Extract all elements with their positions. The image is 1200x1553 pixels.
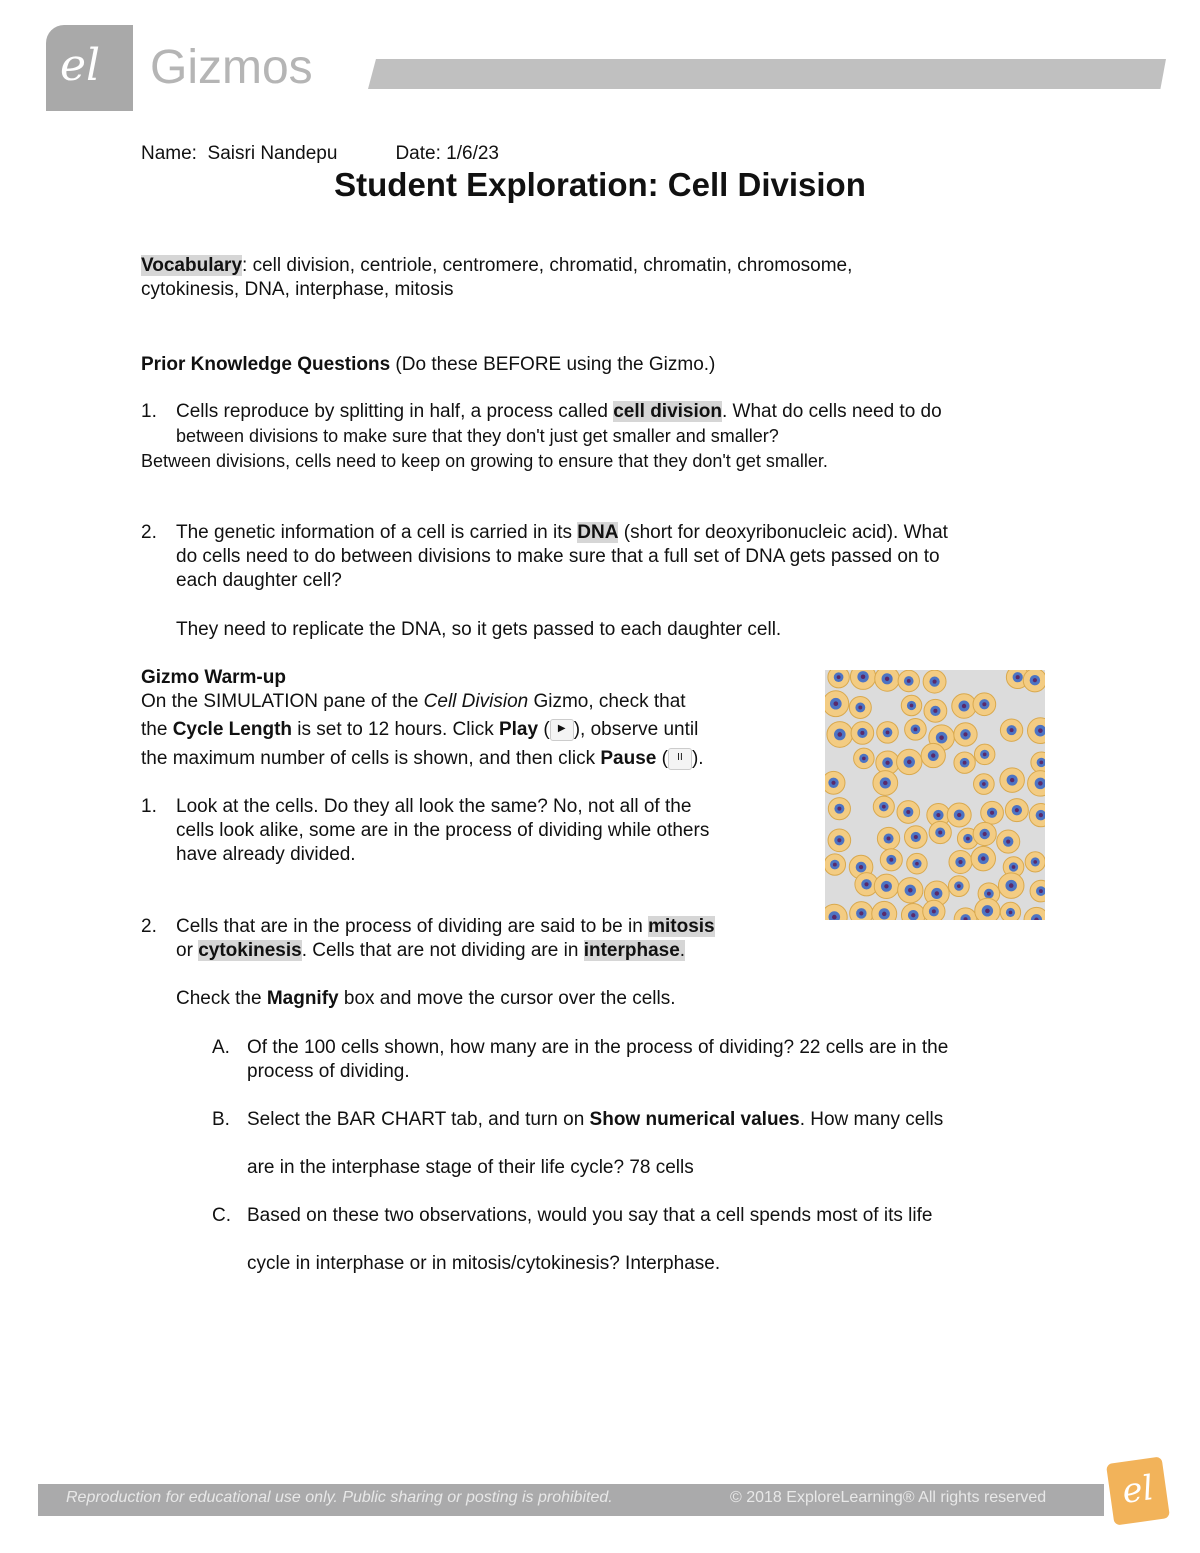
cell: [1000, 902, 1020, 920]
cell: [981, 801, 1004, 824]
question-c-line2: cycle in interphase or in mitosis/cytokinesis? Interphase.: [247, 1253, 721, 1274]
cell: [952, 694, 977, 719]
prior-q1-line2: between divisions to make sure that they don't just get smaller and smaller?: [176, 426, 779, 446]
cell: [825, 904, 847, 920]
warmup-line1: On the SIMULATION pane of the Cell Division Gizmo, check that: [141, 691, 686, 712]
cell: [907, 853, 928, 874]
cell: [1031, 752, 1045, 773]
pause-icon: II: [668, 748, 692, 770]
prior-q1-answer: Between divisions, cells need to keep on growing to ensure that they don't get smaller.: [141, 451, 828, 471]
cell: [873, 771, 898, 796]
cell: [873, 796, 894, 817]
q-number: 2.: [141, 916, 157, 937]
cell: [1028, 771, 1045, 797]
magnify-instruction: Check the Magnify box and move the cursor over the cells.: [176, 988, 676, 1009]
q-number: 1.: [141, 401, 157, 422]
q-number: 1.: [141, 796, 157, 817]
cell: [921, 743, 945, 767]
warmup-q1: Look at the cells. Do they all look the same? No, not all of the: [176, 796, 692, 817]
cell: [971, 846, 995, 870]
cell: [1028, 718, 1045, 744]
cell: [877, 827, 899, 849]
cell: [974, 744, 994, 764]
warmup-heading: Gizmo Warm-up: [141, 667, 286, 688]
vocabulary-line: Vocabulary: cell division, centriole, centromere, chromatid, chromatin, chromosome,: [141, 255, 853, 276]
cell: [825, 771, 845, 794]
cell: [898, 878, 923, 903]
question-a-line2: process of dividing.: [247, 1061, 410, 1082]
header-bar: [368, 59, 1166, 89]
cell: [1023, 670, 1045, 692]
cell: [974, 774, 995, 795]
student-info: Name: Saisri Nandepu Date: 1/6/23: [141, 143, 499, 164]
page-title: Student Exploration: Cell Division: [334, 166, 866, 203]
cell: [901, 903, 925, 920]
prior-q2: The genetic information of a cell is carried in its DNA (short for deoxyribonucleic acid). What: [176, 522, 948, 543]
cell: [973, 822, 996, 845]
cell: [875, 670, 900, 691]
cell: [877, 722, 899, 744]
cell: [850, 670, 875, 689]
cell: [851, 722, 874, 745]
warmup-q1-line3: have already divided.: [176, 844, 356, 865]
prior-q1: Cells reproduce by splitting in half, a process called cell division. What do cells need to do: [176, 401, 942, 422]
cell: [827, 722, 853, 748]
cell: [973, 693, 996, 716]
cell-simulation-image: [825, 670, 1045, 920]
footer-logo: el: [1106, 1456, 1170, 1525]
cell: [924, 699, 947, 722]
cell: [825, 854, 846, 875]
prior-q2-line2: do cells need to do between divisions to make sure that a full set of DNA gets passed on to: [176, 546, 940, 567]
cell: [828, 798, 850, 820]
cell: [1029, 804, 1045, 827]
cell: [905, 719, 927, 741]
cell: [828, 829, 851, 852]
vocabulary-line-2: cytokinesis, DNA, interphase, mitosis: [141, 279, 454, 300]
footer-copyright: © 2018 ExploreLearning® All rights reserved: [730, 1489, 1047, 1506]
cell: [923, 900, 945, 920]
cell: [897, 801, 920, 824]
prior-q2-line3: each daughter cell?: [176, 570, 342, 591]
cell: [898, 670, 919, 691]
question-b: Select the BAR CHART tab, and turn on Show numerical values. How many cells: [247, 1109, 944, 1130]
cell: [1024, 907, 1045, 920]
warmup-line2: the Cycle Length is set to 12 hours. Click Play ( ▶ ), observe until: [141, 719, 699, 740]
warmup-line3: the maximum number of cells is shown, and then click Pause ( II ).: [141, 748, 704, 769]
q-number: 2.: [141, 522, 157, 543]
sub-letter: A.: [212, 1037, 230, 1058]
play-icon: ▶: [550, 719, 574, 741]
cell: [850, 902, 873, 920]
cell: [997, 830, 1020, 853]
cell: [998, 873, 1024, 899]
logo-text: el: [60, 40, 101, 91]
warmup-q2-line2: or cytokinesis. Cells that are not dividing are in interphase.: [176, 940, 686, 961]
cell: [947, 803, 971, 827]
question-a: Of the 100 cells shown, how many are in the process of dividing? 22 cells are in the: [247, 1037, 949, 1058]
cell: [880, 849, 902, 871]
footer-notice: Reproduction for educational use only. Public sharing or posting is prohibited.: [66, 1489, 613, 1506]
cell: [1005, 799, 1028, 822]
cell: [849, 696, 871, 718]
brand-name: Gizmos: [150, 41, 313, 94]
sub-letter: C.: [212, 1205, 231, 1226]
cell: [1000, 768, 1025, 793]
cell: [901, 695, 921, 715]
cell: [904, 826, 927, 849]
cell: [1025, 852, 1045, 872]
cell: [929, 821, 951, 843]
warmup-q2: Cells that are in the process of dividing are said to be in mitosis: [176, 916, 715, 937]
cell: [948, 876, 969, 897]
cell: [1000, 719, 1022, 741]
date: 1/6/23: [446, 143, 499, 164]
cell: [949, 850, 972, 873]
question-b-line2: are in the interphase stage of their life cycle? 78 cells: [247, 1157, 694, 1178]
cell: [954, 908, 977, 920]
cell: [954, 723, 977, 746]
cell: [825, 691, 849, 717]
cell: [897, 749, 922, 774]
cell: [954, 752, 975, 773]
cell: [1030, 880, 1045, 902]
cell: [854, 748, 875, 769]
cell: [923, 670, 946, 693]
cell: [975, 898, 1000, 920]
prior-q2-answer: They need to replicate the DNA, so it gets passed to each daughter cell.: [176, 619, 782, 640]
cell: [872, 901, 897, 920]
sub-letter: B.: [212, 1109, 230, 1130]
student-name: Saisri Nandepu: [207, 143, 338, 164]
question-c: Based on these two observations, would you say that a cell spends most of its life: [247, 1205, 933, 1226]
prior-heading: Prior Knowledge Questions (Do these BEFORE using the Gizmo.): [141, 354, 716, 375]
warmup-q1-line2: cells look alike, some are in the process of dividing while others: [176, 820, 710, 841]
cell: [874, 874, 898, 898]
cell: [828, 670, 849, 688]
